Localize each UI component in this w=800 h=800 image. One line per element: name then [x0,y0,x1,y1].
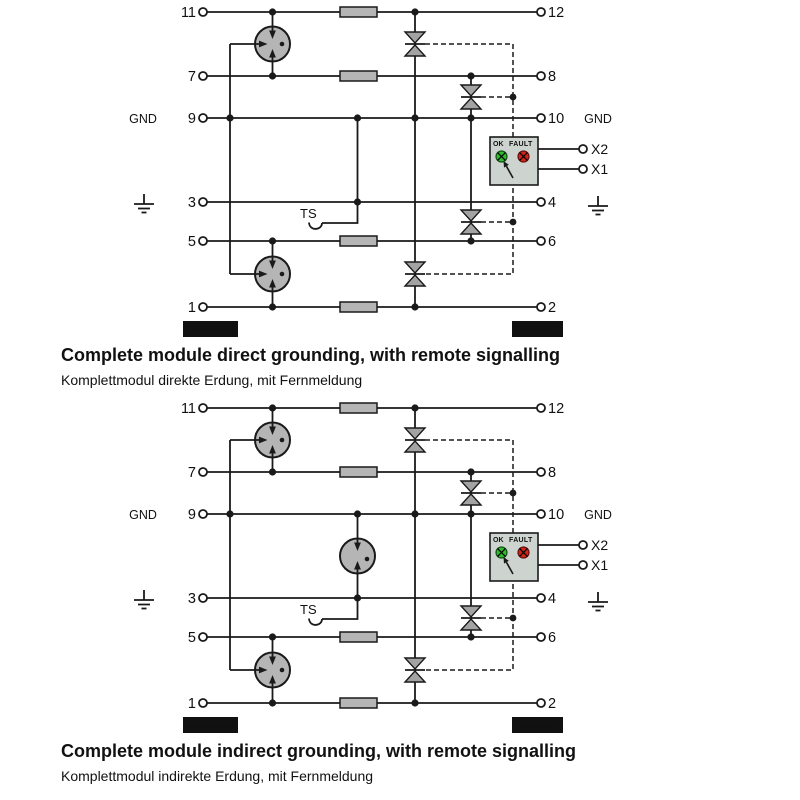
gnd-label-right: GND [584,508,612,522]
junction-dot [269,468,276,475]
suppressor-triangle [461,494,481,505]
suppressor-diode-icon [461,210,481,234]
terminal-circle [199,237,207,245]
gdt-inner-dot [365,557,370,562]
fault-led-icon [518,547,529,558]
resistor [340,71,377,81]
gas-discharge-tube-icon [230,633,290,706]
suppressor-triangle [461,619,481,630]
junction-dot [510,219,517,226]
suppressor-triangle [405,275,425,286]
earth-ground-icon [588,592,608,611]
suppressor-diode-icon [405,262,425,286]
suppressor-triangle [461,85,481,96]
terminal-label-right: 10 [548,111,565,127]
diagram-subtitle: Komplettmodul indirekte Erdung, mit Fernmeldung [61,768,374,784]
terminal-label-right: 2 [548,300,557,316]
terminal-circle [537,72,545,80]
ok-label: OK [493,537,504,544]
terminal-label-left: 3 [187,591,196,607]
junction-dot [226,510,233,517]
gas-discharge-tube-icon [230,404,290,475]
ts-disconnect-hook-icon [309,619,322,625]
terminal-label-right: 6 [548,234,557,250]
terminal-circle [199,404,207,412]
resistor [340,467,377,477]
junction-dot [467,633,474,640]
suppressor-triangle [405,32,425,43]
terminal-label-left: 7 [187,69,196,85]
gas-discharge-tube-icon [340,510,375,601]
junction-dot [269,699,276,706]
gas-discharge-tube-icon [230,237,290,310]
suppressor-triangle [405,262,425,273]
ts-branch-wire [322,118,358,223]
terminal-label-left: 1 [187,696,196,712]
terminal-circle [199,303,207,311]
junction-dot [467,237,474,244]
gdt-inner-dot [280,42,285,47]
remote-signal-box [490,533,538,581]
diagram-title: Complete module direct grounding, with remote signalling [61,345,561,365]
junction-dot [269,633,276,640]
terminal-circle [199,510,207,518]
terminal-label-right: 2 [548,696,557,712]
unprotected-badge [183,321,238,337]
junction-dot [411,404,418,411]
terminal-label-left: 5 [187,234,196,250]
terminal-circle [537,303,545,311]
ok-label: OK [493,141,504,148]
junction-dot [510,94,517,101]
terminal-circle [537,510,545,518]
junction-dot [510,615,517,622]
suppressor-triangle [405,441,425,452]
junction-dot [411,303,418,310]
suppressor-triangle [461,606,481,617]
terminal-label-right: 6 [548,630,557,646]
protected-badge [512,321,563,337]
diagram-subtitle: Komplettmodul direkte Erdung, mit Fernmeldung [61,372,363,388]
terminal-circle [537,594,545,602]
resistor [340,302,377,312]
terminal-label-right: 8 [548,465,557,481]
resistor [340,632,377,642]
terminal-circle [199,699,207,707]
terminal-label-right: 4 [548,591,557,607]
gnd-label-left: GND [129,112,157,126]
junction-dot [269,8,276,15]
terminal-circle [199,633,207,641]
terminal-circle [537,699,545,707]
terminal-circle [537,468,545,476]
terminal-label-left: 11 [180,401,196,417]
gdt-inner-dot [280,438,285,443]
junction-dot [467,114,474,121]
terminal-x1-label: X1 [591,557,609,573]
unprotected-badge-label: unprotected [186,720,235,731]
remote-signal-box [490,137,538,185]
terminal-x1-label: X1 [591,161,609,177]
fault-led-icon [518,151,529,162]
terminal-label-right: 10 [548,507,565,523]
resistor [340,698,377,708]
junction-dot [354,510,361,517]
fault-label: FAULT [509,537,533,544]
terminal-label-left: 9 [187,507,196,523]
terminal-label-left: 1 [187,300,196,316]
junction-dot [269,303,276,310]
junction-dot [269,404,276,411]
junction-dot [411,699,418,706]
earth-ground-icon [134,194,154,213]
terminal-label-left: 7 [187,465,196,481]
terminal-circle [579,145,587,153]
terminal-label-right: 12 [548,5,565,21]
terminal-circle [199,468,207,476]
suppressor-diode-icon [405,428,425,452]
junction-dot [467,468,474,475]
terminal-circle [537,8,545,16]
ts-label: TS [300,206,317,221]
junction-dot [354,198,361,205]
terminal-label-left: 5 [187,630,196,646]
gdt-inner-dot [280,272,285,277]
junction-dot [467,72,474,79]
ts-branch-wire [322,598,358,619]
terminal-circle [199,594,207,602]
ts-disconnect-hook-icon [309,223,322,229]
terminal-x2-label: X2 [591,537,609,553]
resistor [340,403,377,413]
terminal-circle [199,72,207,80]
fault-label: FAULT [509,141,533,148]
terminal-circle [537,237,545,245]
junction-dot [411,114,418,121]
suppressor-triangle [405,658,425,669]
protected-badge-label: protected [518,720,557,731]
ts-label: TS [300,602,317,617]
terminal-label-left: 11 [180,5,196,21]
earth-ground-icon [588,196,608,215]
gdt-inner-dot [280,668,285,673]
gnd-label-left: GND [129,508,157,522]
gas-discharge-tube-icon [230,8,290,79]
terminal-circle [537,198,545,206]
terminal-circle [199,198,207,206]
suppressor-triangle [461,210,481,221]
junction-dot [354,594,361,601]
protected-badge-label: protected [518,324,557,335]
resistor [340,236,377,246]
terminal-circle [579,561,587,569]
unprotected-badge-label: unprotected [186,324,235,335]
suppressor-triangle [461,481,481,492]
circuit-diagram-direct-grounding [0,0,800,396]
junction-dot [510,490,517,497]
suppressor-diode-icon [461,85,481,109]
junction-dot [354,114,361,121]
terminal-circle [537,404,545,412]
terminal-label-right: 12 [548,401,565,417]
suppressor-diode-icon [461,606,481,630]
junction-dot [269,72,276,79]
terminal-circle [199,114,207,122]
gnd-label-right: GND [584,112,612,126]
terminal-label-right: 4 [548,195,557,211]
terminal-label-right: 8 [548,69,557,85]
terminal-circle [537,114,545,122]
terminal-circle [537,633,545,641]
ok-led-icon [496,151,507,162]
junction-dot [269,237,276,244]
earth-ground-icon [134,590,154,609]
suppressor-triangle [461,223,481,234]
junction-dot [411,510,418,517]
protected-badge [512,717,563,733]
circuit-diagram-indirect-grounding [0,396,800,792]
junction-dot [226,114,233,121]
suppressor-triangle [405,45,425,56]
suppressor-triangle [405,671,425,682]
junction-dot [467,510,474,517]
junction-dot [411,8,418,15]
unprotected-badge [183,717,238,733]
suppressor-triangle [461,98,481,109]
terminal-label-left: 3 [187,195,196,211]
terminal-x2-label: X2 [591,141,609,157]
diagram-title: Complete module indirect grounding, with remote signalling [61,741,577,761]
suppressor-diode-icon [405,658,425,682]
terminal-circle [579,541,587,549]
suppressor-diode-icon [405,32,425,56]
resistor [340,7,377,17]
ok-led-icon [496,547,507,558]
terminal-label-left: 9 [187,111,196,127]
terminal-circle [199,8,207,16]
suppressor-diode-icon [461,481,481,505]
terminal-circle [579,165,587,173]
suppressor-triangle [405,428,425,439]
